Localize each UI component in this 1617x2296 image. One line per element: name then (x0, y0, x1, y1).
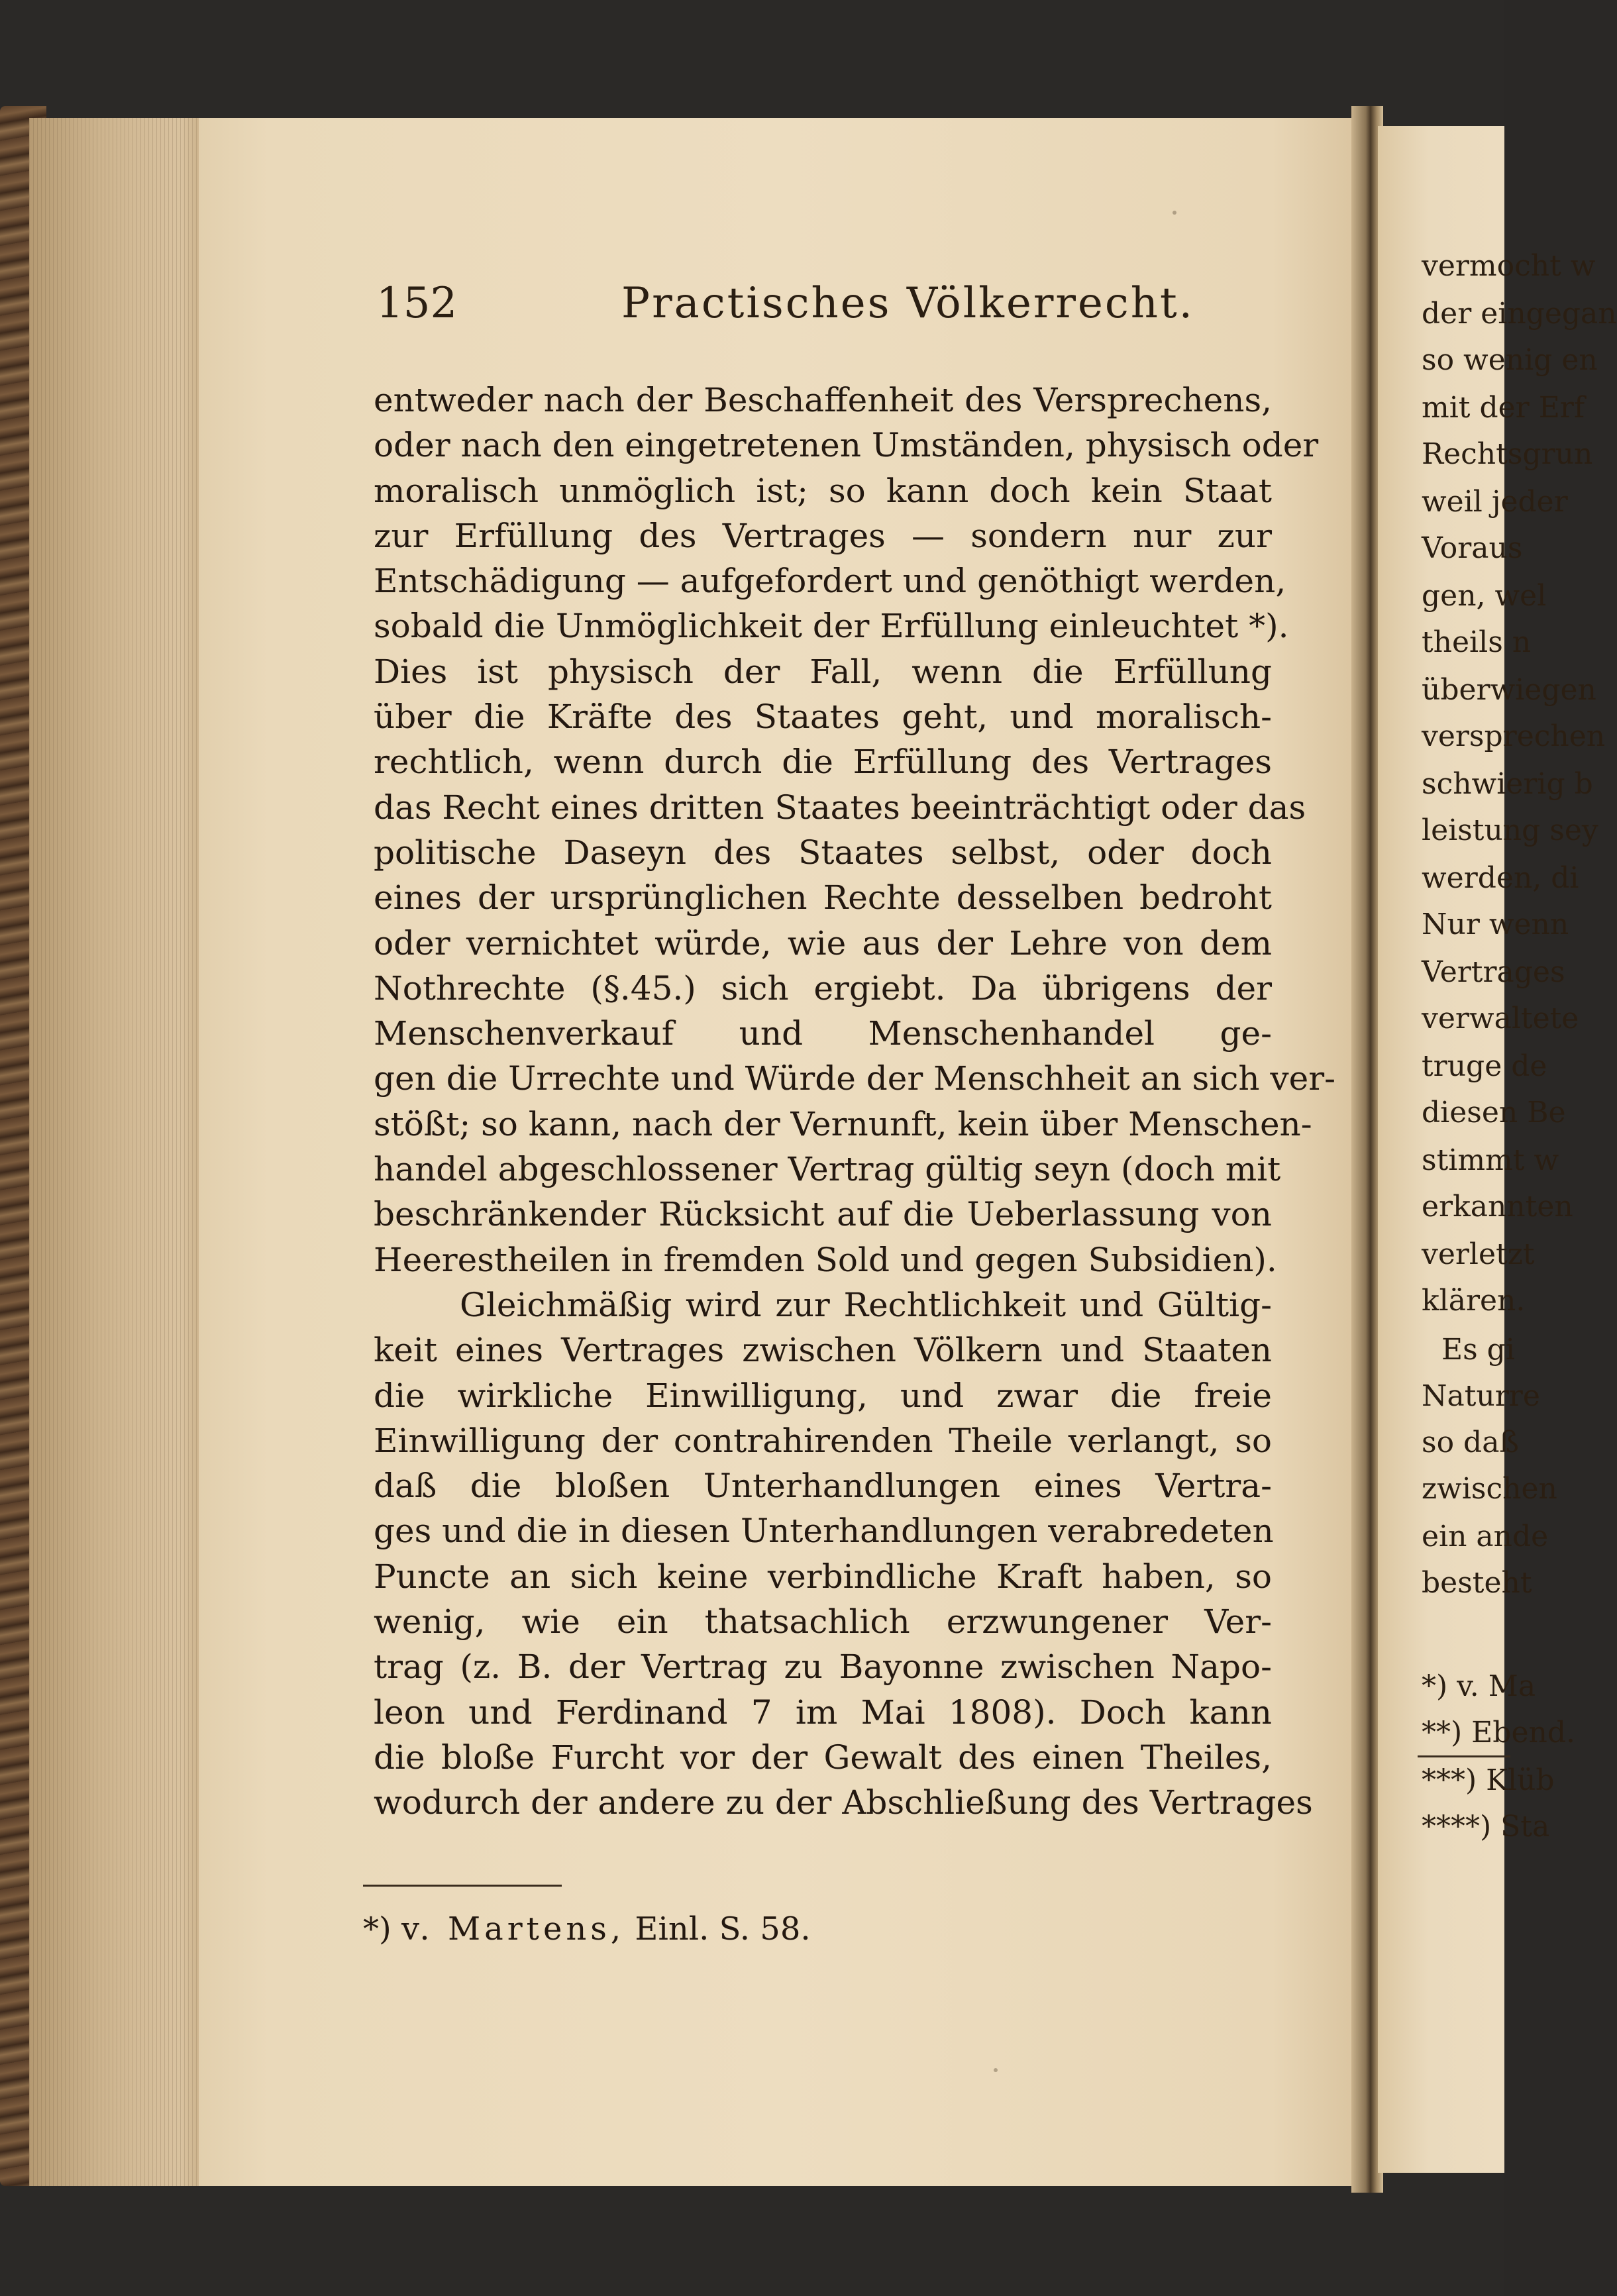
text-line: Gleichmäßig wird zur Rechtlichkeit und Gültig- (460, 1285, 1272, 1324)
text-line: Puncte an sich keine verbindliche Kraft haben, so (374, 1557, 1272, 1596)
facing-page-line: ****) Sta (1422, 1810, 1550, 1844)
body-text (374, 378, 1336, 1826)
text-line: stößt; so kann, nach der Vernunft, kein über Menschen- (374, 1104, 1312, 1143)
facing-page-line: überwiegen (1422, 673, 1596, 707)
paper-speck (1173, 211, 1176, 215)
page-number: 152 (376, 279, 458, 328)
facing-page-line: **) Ebend. (1422, 1716, 1575, 1749)
facing-page-line: weil jeder (1422, 485, 1568, 519)
text-line: trag (z. B. der Vertrag zu Bayonne zwischen Napo- (374, 1647, 1272, 1687)
paper-speck (994, 2068, 998, 2072)
text-line: leon und Ferdinand 7 im Mai 1808). Doch kann (374, 1693, 1272, 1732)
text-line: die wirkliche Einwilligung, und zwar die freie (374, 1376, 1272, 1415)
footnote-author: v. Martens, (401, 1910, 625, 1948)
text-line: zur Erfüllung des Vertrages — sondern nur zur (374, 516, 1272, 555)
text-line: über die Kräfte des Staates geht, und moralisch- (374, 698, 1272, 737)
facing-page-line: diesen Be (1422, 1096, 1566, 1129)
facing-page-line: truge de (1422, 1049, 1547, 1083)
text-line: handel abgeschlossener Vertrag gültig seyn (doch mit (374, 1150, 1281, 1189)
text-line: das Recht eines dritten Staates beeinträchtigt oder das (374, 788, 1306, 827)
running-head (376, 277, 1261, 330)
facing-page-line: besteht (1422, 1566, 1532, 1600)
facing-page-line: klären. (1422, 1284, 1526, 1318)
footnote-reference: Einl. S. 58. (635, 1910, 811, 1948)
page-stack-lines (29, 118, 208, 2186)
text-line: gen die Urrechte und Würde der Menschheit an sich ver- (374, 1059, 1336, 1098)
footnote-rule (363, 1885, 562, 1887)
text-line: Menschenverkauf und Menschenhandel ge- (374, 1014, 1272, 1053)
running-title: Practisches Völkerrecht. (621, 279, 1194, 328)
facing-page-line: leistung sey (1422, 813, 1598, 847)
facing-page-line: Naturre (1422, 1379, 1540, 1413)
facing-page-line: theils n (1422, 625, 1532, 659)
text-line: eines der ursprünglichen Rechte desselben bedroht (374, 878, 1272, 917)
text-line: ges und die in diesen Unterhandlungen verabredeten (374, 1512, 1274, 1551)
text-line: sobald die Unmöglichkeit der Erfüllung einleuchtet *). (374, 607, 1289, 646)
text-line: beschränkender Rücksicht auf die Ueberlassung von (374, 1195, 1272, 1234)
paper-speck (935, 902, 939, 906)
facing-page-line: mit der Erf (1422, 391, 1585, 425)
facing-page-line: schwierig b (1422, 767, 1593, 801)
facing-page-line: Vertrages (1422, 955, 1565, 989)
facing-page-line: verletzt (1422, 1237, 1535, 1271)
facing-page-line: versprechen (1422, 719, 1606, 753)
footnote (363, 1906, 811, 1952)
text-line: Nothrechte (§.45.) sich ergiebt. Da übrigens der (374, 968, 1272, 1008)
text-line: rechtlich, wenn durch die Erfüllung des Vertrages (374, 743, 1272, 782)
facing-page-line: verwaltete (1422, 1002, 1579, 1035)
facing-page-line: zwischen (1422, 1472, 1557, 1506)
facing-page-line: stimmt w (1422, 1143, 1559, 1177)
facing-page-line: so daß (1422, 1426, 1519, 1459)
facing-footnote-rule (1418, 1755, 1510, 1757)
text-line: oder vernichtet würde, wie aus der Lehre von dem (374, 923, 1272, 963)
facing-page-line: der eingegan (1422, 297, 1617, 331)
text-line: politische Daseyn des Staates selbst, oder doch (374, 833, 1272, 872)
facing-page-line: Voraus (1422, 531, 1523, 565)
facing-page-line: Rechtsgrun (1422, 437, 1593, 471)
facing-page-line: ***) Klüb (1422, 1763, 1555, 1797)
facing-page-line: erkannten (1422, 1190, 1573, 1224)
text-line: moralisch unmöglich ist; so kann doch kein Staat (374, 471, 1272, 510)
text-line: keit eines Vertrages zwischen Völkern und Staaten (374, 1331, 1272, 1370)
text-line: daß die bloßen Unterhandlungen eines Vertra- (374, 1467, 1272, 1506)
facing-page-line: vermocht w (1422, 249, 1596, 283)
text-line: Dies ist physisch der Fall, wenn die Erfüllung (374, 652, 1272, 691)
text-line: Einwilligung der contrahirenden Theile verlangt, so (374, 1421, 1272, 1460)
footnote-marker: *) (363, 1910, 391, 1948)
facing-page (1378, 126, 1617, 2173)
text-line: entweder nach der Beschaffenheit des Versprechens, (374, 381, 1272, 419)
facing-page-line: Es gi (1441, 1333, 1515, 1367)
text-line: Entschädigung — aufgefordert und genöthigt werden, (374, 562, 1286, 601)
facing-page-line: werden, di (1422, 861, 1579, 895)
text-line: wodurch der andere zu der Abschließung des Vertrages (374, 1783, 1313, 1822)
facing-page-line: ein ande (1422, 1520, 1549, 1553)
facing-page-line: gen, wel (1422, 579, 1547, 613)
facing-page-line: Nur wenn (1422, 908, 1569, 941)
text-line: Heerestheilen in fremden Sold und gegen Subsidien). (374, 1240, 1277, 1279)
text-line: wenig, wie ein thatsachlich erzwungener Ver- (374, 1602, 1272, 1642)
facing-page-line: so wenig en (1422, 343, 1598, 377)
facing-page-line: *) v. Ma (1422, 1669, 1536, 1703)
text-line: die bloße Furcht vor der Gewalt des einen Theiles, (374, 1738, 1272, 1777)
text-line: oder nach den eingetretenen Umständen, physisch oder (374, 426, 1319, 465)
